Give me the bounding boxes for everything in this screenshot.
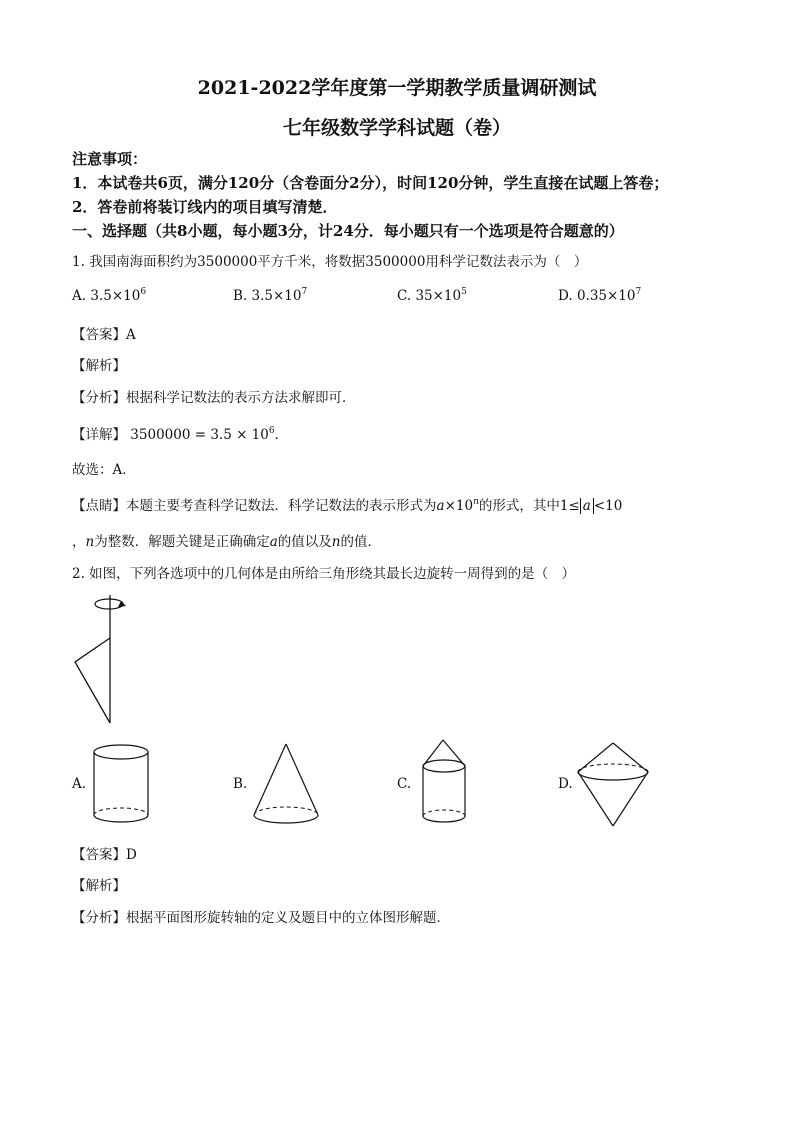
exam-subtitle: 七年级数学学科试题（卷） [282,117,511,139]
q2-analysis-label: 【解析】 [72,878,126,894]
exam-title: 2021-2022学年度第一学期教学质量调研测试 [197,77,597,99]
cone-cylinder-figure [413,738,483,830]
notes-heading: 注意事项： [72,150,148,168]
question-1-stem: 1. 我国南海面积约为3500000平方千米，将数据3500000用科学记数法表示为（ ） [72,254,588,270]
q2-option-b-label: B. [233,776,248,792]
question-2-stem: 2. 如图，下列各选项中的几何体是由所给三角形绕其最长边旋转一周得到的是（ ） [72,566,576,582]
rotation-triangle-figure [60,590,140,730]
q1-answer: 【答案】A [72,327,136,343]
q1-xiangjie: 【详解】 $3500000 = 3.5 \times 10^6$． [72,426,289,443]
q1-option-b: B. $3.5\times 10^7$ [233,287,308,304]
notes-item-1: 1．本试卷共6页，满分120分（含卷面分2分），时间120分钟，学生直接在试题上答卷； [72,174,669,192]
q1-choice: 故选：A． [72,462,136,478]
section-heading: 一、选择题（共8小题，每小题3分，计24分．每小题只有一个选项是符合题意的） [72,222,624,240]
q2-option-a-label: A. [72,776,87,792]
q1-option-a: A. $3.5\times 10^6$ [72,287,147,304]
q2-answer: 【答案】D [72,847,137,863]
q2-option-d-label: D. [558,776,573,792]
notes-item-2: 2．答卷前将装订线内的项目填写清楚． [72,198,338,216]
q1-option-c: C. $35\times 10^5$ [397,287,467,304]
q2-option-c-label: C. [397,776,412,792]
double-cone-figure [570,738,660,833]
q1-option-d: D. $0.35\times 10^7$ [558,287,642,304]
cone-figure [248,740,328,830]
q1-fenxi: 【分析】根据科学记数法的表示方法求解即可． [72,390,356,406]
q1-dianjing-line1: 【点睛】本题主要考查科学记数法．科学记数法的表示形式为$a\times 10^n$的形式，其中1≤ a <10 [72,497,623,514]
cylinder-figure [88,740,158,830]
q2-fenxi: 【分析】根据平面图形旋转轴的定义及题目中的立体图形解题． [72,910,450,926]
q1-analysis-label: 【解析】 [72,358,126,374]
q1-dianjing-line2: ，n为整数．解题关键是正确确定a的值以及n的值． [72,534,381,550]
